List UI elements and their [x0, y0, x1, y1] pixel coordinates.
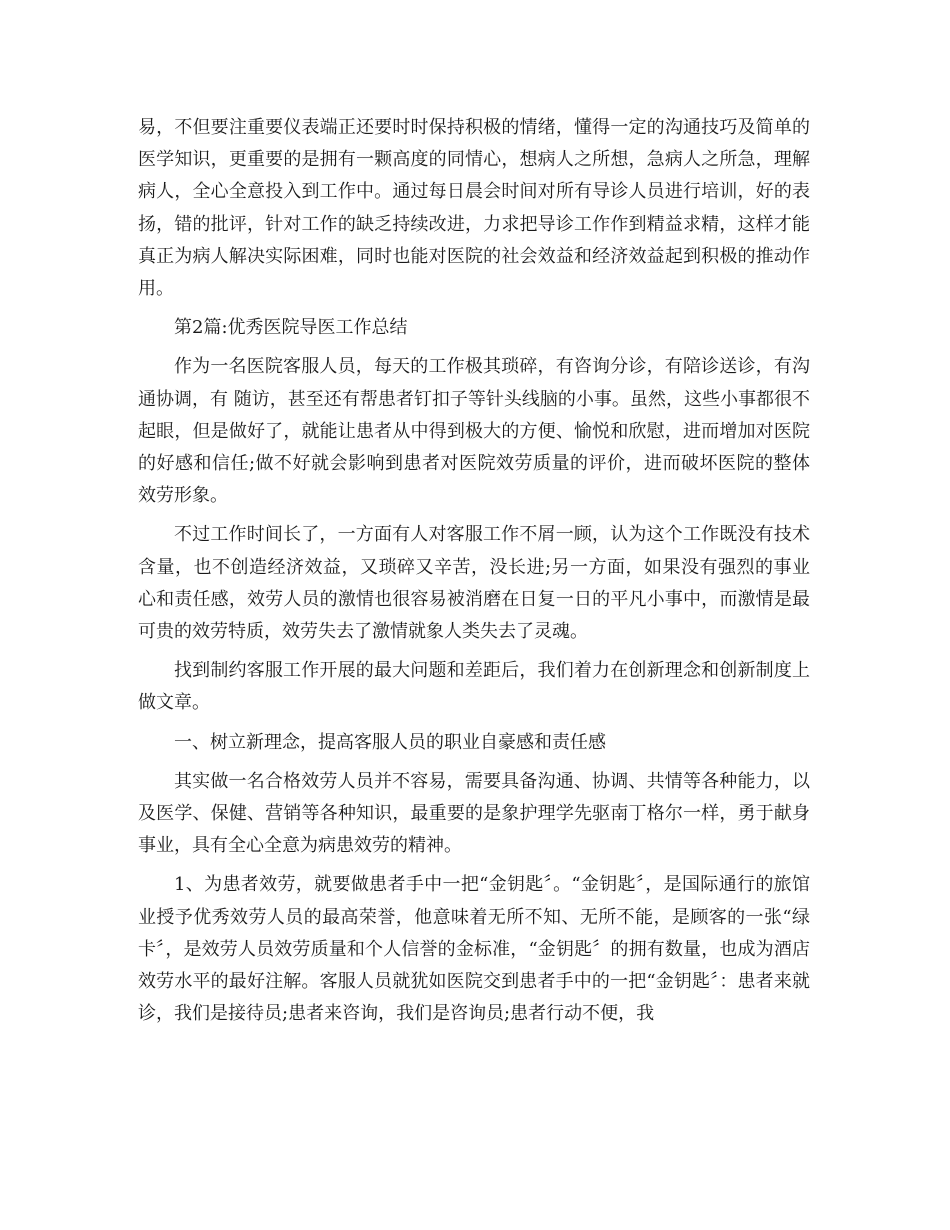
paragraph: 找到制约客服工作开展的最大问题和差距后，我们着力在创新理念和创新制度上做文章。: [138, 660, 810, 714]
paragraph: 不过工作时间长了，一方面有人对客服工作不屑一顾，认为这个工作既没有技术含量，也不创造经济效益，又琐碎又辛苦，没长进;另一方面，如果没有强烈的事业心和责任感，效劳人员的激情也很容易被消磨在日复一日的平凡小事中，而激情是最可贵的效劳特质，效劳失去了激情就象人类失去了灵魂。: [138, 524, 810, 643]
paragraph: 1、为患者效劳，就要做患者手中一把“金钥匙〞。“金钥匙〞，是国际通行的旅馆业授予优秀效劳人员的最高荣誉，他意味着无所不知、无所不能，是顾客的一张“绿卡〞，是效劳人员效劳质量和个人信誉的金标准，“金钥匙〞的拥有数量，也成为酒店效劳水平的最好注解。客服人员就犹如医院交到患者手中的一把“金钥匙〞：患者来就诊，我们是接待员;患者来咨询，我们是咨询员;患者行动不便，我: [138, 874, 810, 1025]
document-body: [138, 112, 810, 1030]
paragraph: 作为一名医院客服人员，每天的工作极其琐碎，有咨询分诊，有陪诊送诊，有沟通协调，有 随访，甚至还有帮患者钉扣子等针头线脑的小事。虽然，这些小事都很不起眼，但是做好了，就能让患者从中得到极大的方便、愉悦和欣慰，进而增加对医院的好感和信任;做不好就会影响到患者对医院效劳质量的评价，进而破坏医院的整体效劳形象。: [138, 356, 810, 507]
subsection-heading: 一、树立新理念，提高客服人员的职业自豪感和责任感: [174, 731, 606, 753]
paragraph-continuation: 易，不但要注重要仪表端正还要时时保持积极的情绪，懂得一定的沟通技巧及简单的医学知识，更重要的是拥有一颗高度的同情心，想病人之所想，急病人之所急，理解病人，全心全意投入到工作中。通过每日晨会时间对所有导诊人员进行培训，好的表扬，错的批评，针对工作的缺乏持续改进，力求把导诊工作作到精益求精，这样才能真正为病人解决实际困难，同时也能对医院的社会效益和经济效益起到积极的推动作用。: [138, 117, 810, 300]
paragraph: 其实做一名合格效劳人员并不容易，需要具备沟通、协调、共情等各种能力，以及医学、保健、营销等各种知识，最重要的是象护理学先驱南丁格尔一样，勇于献身事业，具有全心全意为病患效劳的精神。: [138, 770, 810, 857]
section-heading: 第2篇:优秀医院导医工作总结: [174, 317, 408, 339]
